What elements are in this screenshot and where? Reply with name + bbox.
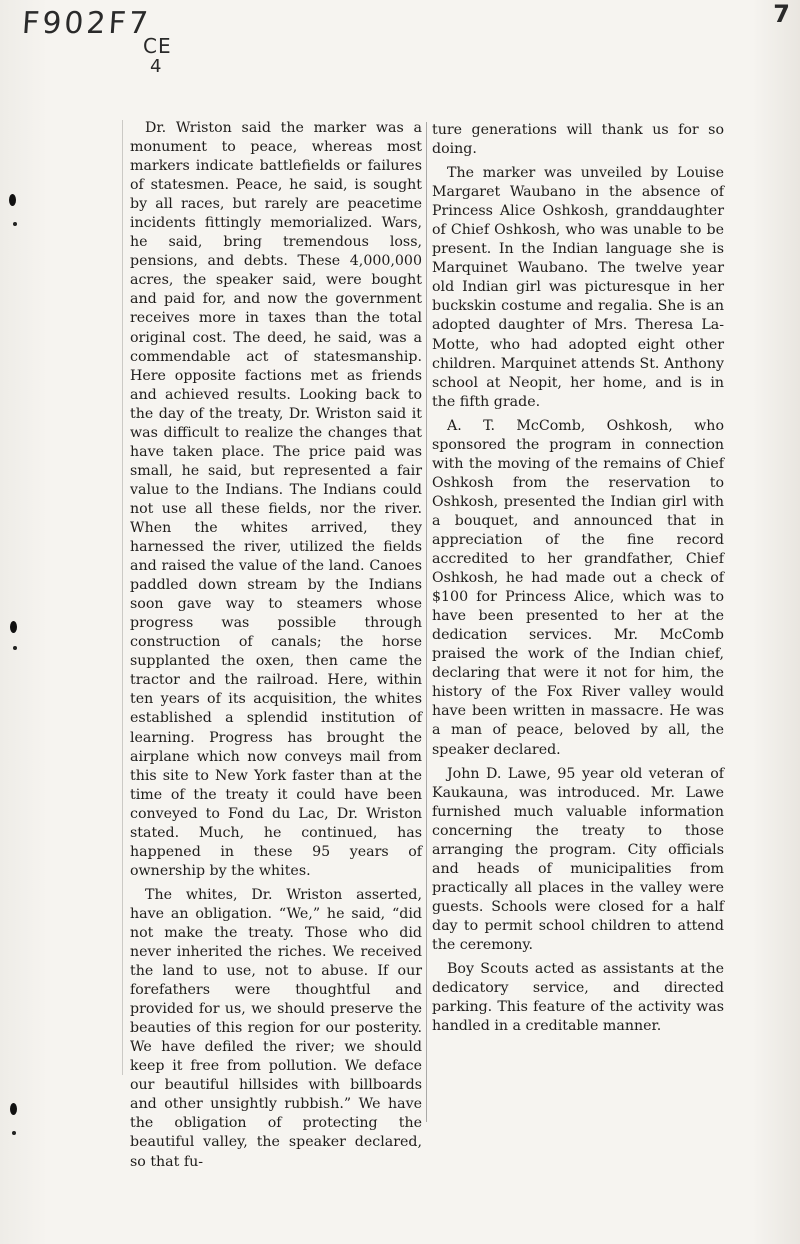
- binder-hole-middle: [10, 621, 17, 633]
- paragraph: The marker was unveiled by Louise Margaret Waubano in the absence of Princess Alice Oshkosh, granddaughter of Chief Oshkosh, who was unable to be present. In the Indian language she is Marquinet Waubano. The twelve year old Indian girl was picturesque in her buckskin costume and regalia. She is an adopted daughter of Mrs. Theresa La-Motte, who had adopted eight other children. Marquinet attends St. Anthony school at Neopit, her home, and is in the fifth grade.: [432, 165, 724, 410]
- page-number: 7: [773, 0, 792, 28]
- paragraph: Boy Scouts acted as assistants at the dedicatory service, and directed parking. This feature of the activity was handled in a creditable manner.: [432, 961, 724, 1035]
- catalog-number: F902F7: [20, 6, 153, 41]
- binder-dot-middle: [13, 646, 17, 650]
- code-4: 4: [150, 56, 164, 77]
- code-ce: CE: [143, 34, 172, 58]
- right-column: [432, 121, 724, 1041]
- paragraph: John D. Lawe, 95 year old veteran of Kaukauna, was introduced. Mr. Lawe furnished much valuable information concerning the treaty to those arranging the program. City officials and heads of municipalities from practically all places in the valley were guests. Schools were closed for a half day to permit school children to attend the ceremony.: [432, 765, 724, 953]
- paragraph: ture generations will thank us for so doing.: [432, 122, 724, 158]
- binder-hole-top: [9, 194, 16, 206]
- left-column: [130, 119, 422, 1177]
- column-rule: [426, 122, 427, 1122]
- paragraph: Dr. Wriston said the marker was a monument to peace, whereas most markers indicate battlefields or failures of statesmen. Peace, he said, is sought by all races, but rarely are peacetime incidents fittingly memorialized. Wars, he said, bring tremendous loss, pensions, and debts. These 4,000,000 acres, the speaker said, were bought and paid for, and now the government receives more in taxes than the total original cost. The deed, he said, was a commendable act of statesmanship. Here opposite factions met as friends and achieved results. Looking back to the day of the treaty, Dr. Wriston said it was difficult to realize the changes that have taken place. The price paid was small, he said, but represented a fair value to the Indians. The Indians could not use all these fields, nor the river. When the whites arrived, they harnessed the river, utilized the fields and raised the value of the land. Canoes paddled down stream by the Indians soon gave way to steamers whose progress was possible through construction of canals; the horse supplanted the oxen, then came the tractor and the railroad. Here, within ten years of its acquisition, the whites established a splendid institution of learning. Progress has brought the airplane which now conveys mail from this site to New York faster than at the time of the treaty it could have been conveyed to Fond du Lac, Dr. Wriston stated. Much, he continued, has happened in these 95 years of ownership by the whites.: [130, 120, 422, 879]
- binder-dot-top: [13, 222, 17, 226]
- binder-dot-bottom: [12, 1131, 16, 1135]
- paragraph: The whites, Dr. Wriston asserted, have an obligation. “We,” he said, “did not make the treaty. Those who did never inherited the riches. We received the land to use, not to abuse. If our forefathers were thoughtful and provided for us, we should preserve the beauties of this region for our posterity. We have defiled the river; we should keep it free from pollution. We deface our beautiful hillsides with billboards and other unsightly rubbish.” We have the obligation of protecting the beautiful valley, the speaker declared, so that fu-: [130, 886, 422, 1170]
- clipping-edge: [122, 120, 123, 1075]
- binder-hole-bottom: [10, 1103, 17, 1115]
- paragraph: A. T. McComb, Oshkosh, who sponsored the program in connection with the moving of the remains of Chief Oshkosh from the reservation to Oshkosh, presented the Indian girl with a bouquet, and announced that in appreciation of the fine record accredited to her grandfather, Chief Oshkosh, he had made out a check of $100 for Princess Alice, which was to have been presented to her at the dedication services. Mr. McComb praised the work of the Indian chief, declaring that were it not for him, the history of the Fox River valley would have been written in massacre. He was a man of peace, beloved by all, the speaker declared.: [432, 417, 724, 758]
